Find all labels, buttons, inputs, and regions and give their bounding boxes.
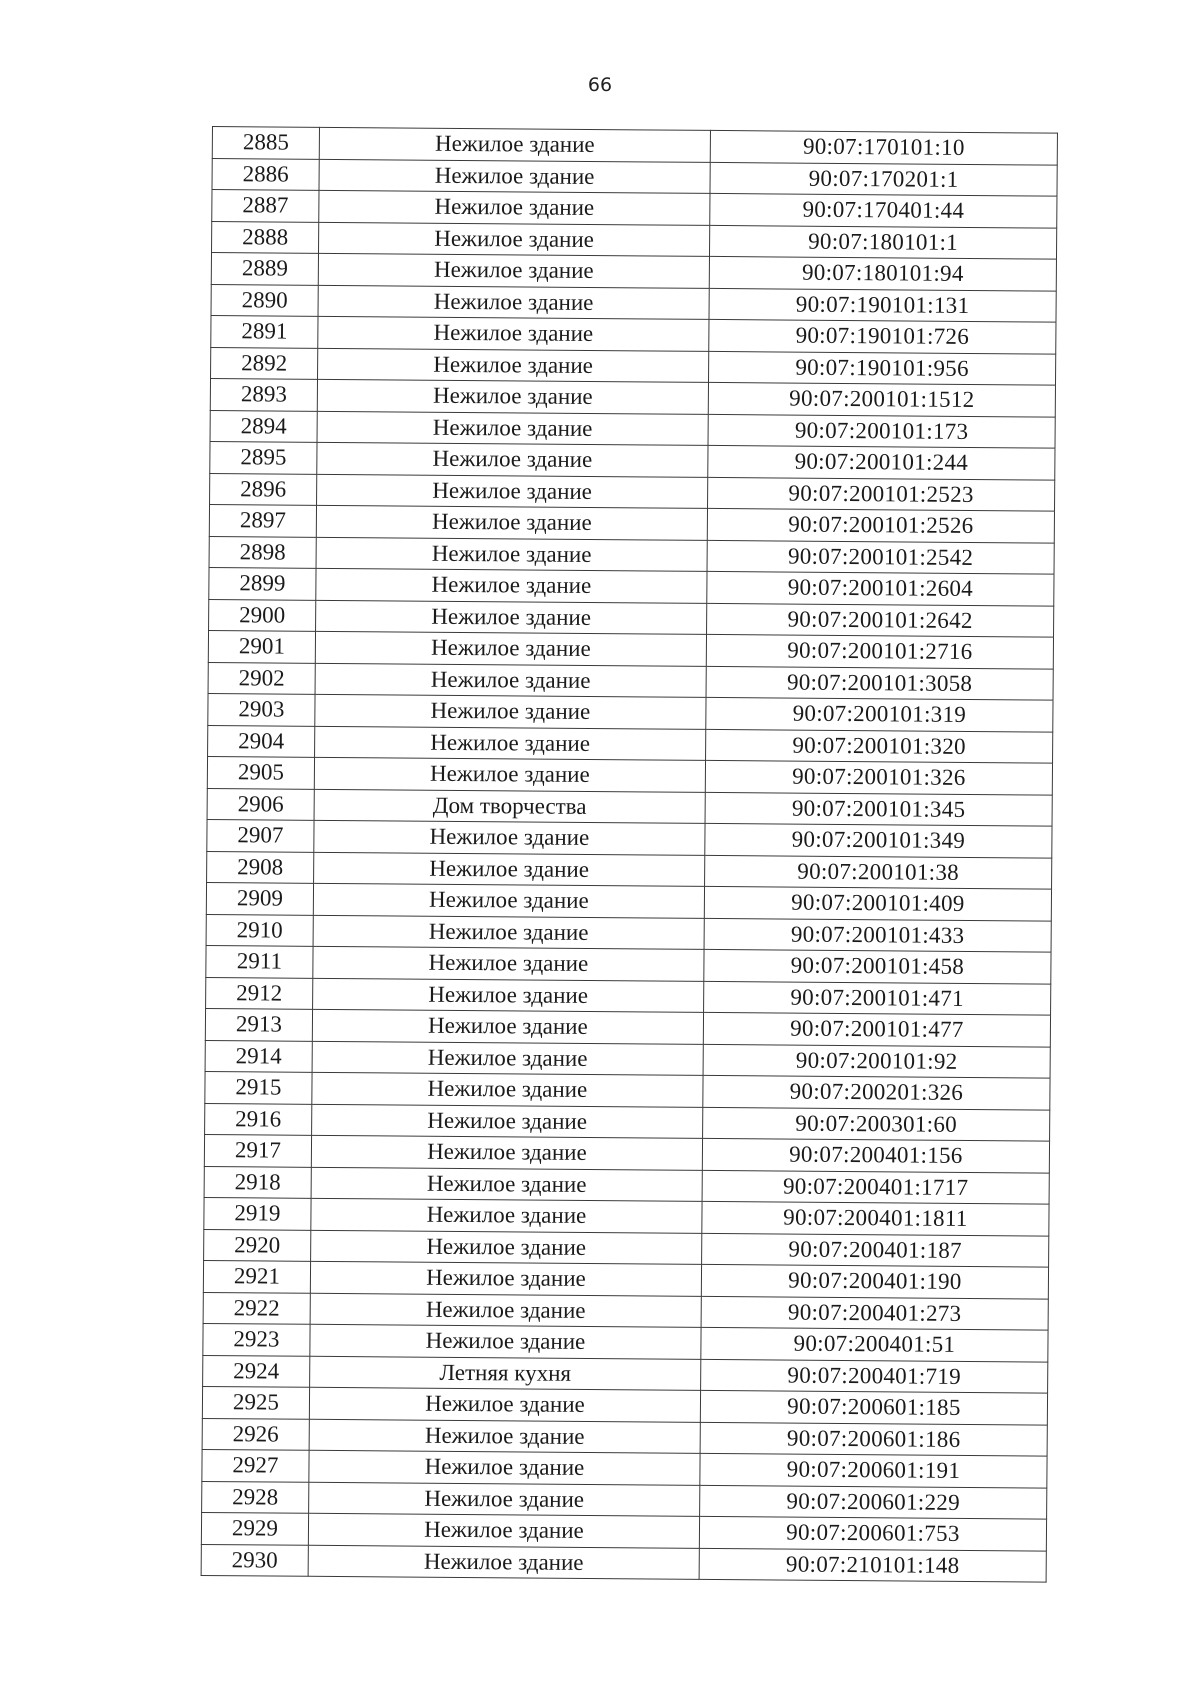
row-number-cell: 2906	[207, 788, 314, 820]
cadastral-number-cell: 90:07:200101:477	[703, 1012, 1050, 1046]
cadastral-number-cell: 90:07:200601:186	[700, 1422, 1047, 1456]
cadastral-number-cell: 90:07:200101:433	[704, 918, 1051, 952]
object-name-cell: Нежилое здание	[317, 411, 708, 446]
row-number-cell: 2924	[203, 1355, 310, 1387]
row-number-cell: 2898	[209, 536, 316, 568]
object-name-cell: Нежилое здание	[314, 820, 705, 855]
row-number-cell: 2890	[211, 284, 318, 316]
object-name-cell: Нежилое здание	[315, 726, 706, 761]
row-number-cell: 2910	[206, 914, 313, 946]
property-registry-table	[201, 126, 1058, 1583]
object-name-cell: Нежилое здание	[313, 978, 704, 1013]
cadastral-number-cell: 90:07:200401:190	[701, 1264, 1048, 1298]
row-number-cell: 2894	[210, 410, 317, 442]
row-number-cell: 2905	[207, 756, 314, 788]
cadastral-number-cell: 90:07:170101:10	[710, 130, 1057, 164]
cadastral-number-cell: 90:07:200101:409	[704, 886, 1051, 920]
table-row	[201, 1544, 1046, 1582]
cadastral-number-cell: 90:07:200401:1717	[702, 1170, 1049, 1204]
row-number-cell: 2927	[202, 1449, 309, 1481]
cadastral-number-cell: 90:07:200101:173	[708, 414, 1055, 448]
object-name-cell: Нежилое здание	[309, 1482, 700, 1517]
row-number-cell: 2929	[201, 1512, 308, 1544]
cadastral-number-cell: 90:07:200101:320	[706, 729, 1053, 763]
cadastral-number-cell: 90:07:200101:2604	[707, 571, 1054, 605]
object-name-cell: Нежилое здание	[308, 1545, 699, 1580]
object-name-cell: Нежилое здание	[311, 1230, 702, 1265]
row-number-cell: 2893	[210, 378, 317, 410]
row-number-cell: 2917	[204, 1134, 311, 1166]
object-name-cell: Нежилое здание	[313, 915, 704, 950]
row-number-cell: 2923	[203, 1323, 310, 1355]
object-name-cell: Нежилое здание	[316, 600, 707, 635]
cadastral-number-cell: 90:07:200401:273	[701, 1296, 1048, 1330]
row-number-cell: 2911	[206, 945, 313, 977]
row-number-cell: 2921	[203, 1260, 310, 1292]
row-number-cell: 2915	[205, 1071, 312, 1103]
row-number-cell: 2892	[211, 347, 318, 379]
page-number: 66	[587, 74, 613, 96]
cadastral-number-cell: 90:07:200101:319	[706, 697, 1053, 731]
object-name-cell: Нежилое здание	[316, 505, 707, 540]
row-number-cell: 2930	[201, 1544, 308, 1576]
cadastral-number-cell: 90:07:170401:44	[710, 193, 1057, 227]
row-number-cell: 2885	[212, 127, 319, 159]
object-name-cell: Нежилое здание	[319, 222, 710, 257]
object-name-cell: Нежилое здание	[310, 1324, 701, 1359]
object-name-cell: Нежилое здание	[309, 1450, 700, 1485]
object-name-cell: Нежилое здание	[319, 127, 710, 162]
cadastral-number-cell: 90:07:200101:244	[708, 445, 1055, 479]
cadastral-number-cell: 90:07:190101:131	[709, 288, 1056, 322]
cadastral-number-cell: 90:07:200601:185	[700, 1390, 1047, 1424]
row-number-cell: 2886	[212, 158, 319, 190]
object-name-cell: Нежилое здание	[310, 1261, 701, 1296]
row-number-cell: 2914	[205, 1040, 312, 1072]
row-number-cell: 2922	[203, 1292, 310, 1324]
object-name-cell: Нежилое здание	[308, 1513, 699, 1548]
row-number-cell: 2888	[212, 221, 319, 253]
row-number-cell: 2919	[204, 1197, 311, 1229]
object-name-cell: Нежилое здание	[317, 379, 708, 414]
object-name-cell: Нежилое здание	[310, 1293, 701, 1328]
cadastral-number-cell: 90:07:200401:156	[702, 1138, 1049, 1172]
row-number-cell: 2907	[207, 819, 314, 851]
cadastral-number-cell: 90:07:200601:191	[700, 1453, 1047, 1487]
cadastral-number-cell: 90:07:200401:51	[701, 1327, 1048, 1361]
row-number-cell: 2901	[208, 630, 315, 662]
object-name-cell: Нежилое здание	[315, 663, 706, 698]
cadastral-number-cell: 90:07:200101:2526	[707, 508, 1054, 542]
cadastral-number-cell: 90:07:200101:345	[705, 792, 1052, 826]
cadastral-number-cell: 90:07:200101:1512	[708, 382, 1055, 416]
cadastral-number-cell: 90:07:170201:1	[710, 162, 1057, 196]
object-name-cell: Летняя кухня	[310, 1356, 701, 1391]
registry-table-body	[201, 127, 1057, 1583]
object-name-cell: Нежилое здание	[318, 253, 709, 288]
object-name-cell: Нежилое здание	[316, 568, 707, 603]
row-number-cell: 2899	[209, 567, 316, 599]
row-number-cell: 2912	[206, 977, 313, 1009]
object-name-cell: Дом творчества	[314, 789, 705, 824]
cadastral-number-cell: 90:07:190101:956	[709, 351, 1056, 385]
object-name-cell: Нежилое здание	[309, 1419, 700, 1454]
object-name-cell: Нежилое здание	[318, 316, 709, 351]
cadastral-number-cell: 90:07:190101:726	[709, 319, 1056, 353]
object-name-cell: Нежилое здание	[311, 1198, 702, 1233]
cadastral-number-cell: 90:07:200101:349	[705, 823, 1052, 857]
row-number-cell: 2891	[211, 315, 318, 347]
cadastral-number-cell: 90:07:200101:92	[703, 1044, 1050, 1078]
cadastral-number-cell: 90:07:180101:94	[709, 256, 1056, 290]
row-number-cell: 2896	[210, 473, 317, 505]
object-name-cell: Нежилое здание	[315, 694, 706, 729]
cadastral-number-cell: 90:07:200101:2716	[706, 634, 1053, 668]
cadastral-number-cell: 90:07:200101:38	[705, 855, 1052, 889]
object-name-cell: Нежилое здание	[312, 1072, 703, 1107]
cadastral-number-cell: 90:07:200101:2542	[707, 540, 1054, 574]
cadastral-number-cell: 90:07:200101:2642	[707, 603, 1054, 637]
object-name-cell: Нежилое здание	[311, 1167, 702, 1202]
cadastral-number-cell: 90:07:200401:1811	[702, 1201, 1049, 1235]
object-name-cell: Нежилое здание	[314, 757, 705, 792]
cadastral-number-cell: 90:07:210101:148	[699, 1548, 1046, 1582]
cadastral-number-cell: 90:07:200301:60	[703, 1107, 1050, 1141]
cadastral-number-cell: 90:07:200101:458	[704, 949, 1051, 983]
object-name-cell: Нежилое здание	[318, 348, 709, 383]
row-number-cell: 2920	[204, 1229, 311, 1261]
row-number-cell: 2908	[207, 851, 314, 883]
row-number-cell: 2895	[210, 441, 317, 473]
row-number-cell: 2925	[202, 1386, 309, 1418]
row-number-cell: 2900	[209, 599, 316, 631]
object-name-cell: Нежилое здание	[318, 285, 709, 320]
object-name-cell: Нежилое здание	[319, 190, 710, 225]
row-number-cell: 2902	[208, 662, 315, 694]
object-name-cell: Нежилое здание	[309, 1387, 700, 1422]
row-number-cell: 2903	[208, 693, 315, 725]
cadastral-number-cell: 90:07:200401:719	[701, 1359, 1048, 1393]
object-name-cell: Нежилое здание	[313, 946, 704, 981]
row-number-cell: 2909	[206, 882, 313, 914]
row-number-cell: 2904	[208, 725, 315, 757]
cadastral-number-cell: 90:07:200101:326	[705, 760, 1052, 794]
row-number-cell: 2913	[205, 1008, 312, 1040]
row-number-cell: 2926	[202, 1418, 309, 1450]
object-name-cell: Нежилое здание	[312, 1104, 703, 1139]
cadastral-number-cell: 90:07:200201:326	[703, 1075, 1050, 1109]
object-name-cell: Нежилое здание	[312, 1009, 703, 1044]
object-name-cell: Нежилое здание	[317, 474, 708, 509]
object-name-cell: Нежилое здание	[313, 883, 704, 918]
cadastral-number-cell: 90:07:180101:1	[709, 225, 1056, 259]
row-number-cell: 2928	[202, 1481, 309, 1513]
cadastral-number-cell: 90:07:200601:229	[700, 1485, 1047, 1519]
object-name-cell: Нежилое здание	[319, 159, 710, 194]
object-name-cell: Нежилое здание	[314, 852, 705, 887]
object-name-cell: Нежилое здание	[315, 631, 706, 666]
row-number-cell: 2916	[205, 1103, 312, 1135]
object-name-cell: Нежилое здание	[312, 1041, 703, 1076]
cadastral-number-cell: 90:07:200101:2523	[708, 477, 1055, 511]
row-number-cell: 2889	[211, 253, 318, 285]
row-number-cell: 2897	[209, 504, 316, 536]
row-number-cell: 2887	[212, 190, 319, 222]
cadastral-number-cell: 90:07:200101:3058	[706, 666, 1053, 700]
cadastral-number-cell: 90:07:200601:753	[699, 1516, 1046, 1550]
row-number-cell: 2918	[204, 1166, 311, 1198]
object-name-cell: Нежилое здание	[316, 537, 707, 572]
cadastral-number-cell: 90:07:200401:187	[702, 1233, 1049, 1267]
cadastral-number-cell: 90:07:200101:471	[704, 981, 1051, 1015]
object-name-cell: Нежилое здание	[317, 442, 708, 477]
object-name-cell: Нежилое здание	[311, 1135, 702, 1170]
